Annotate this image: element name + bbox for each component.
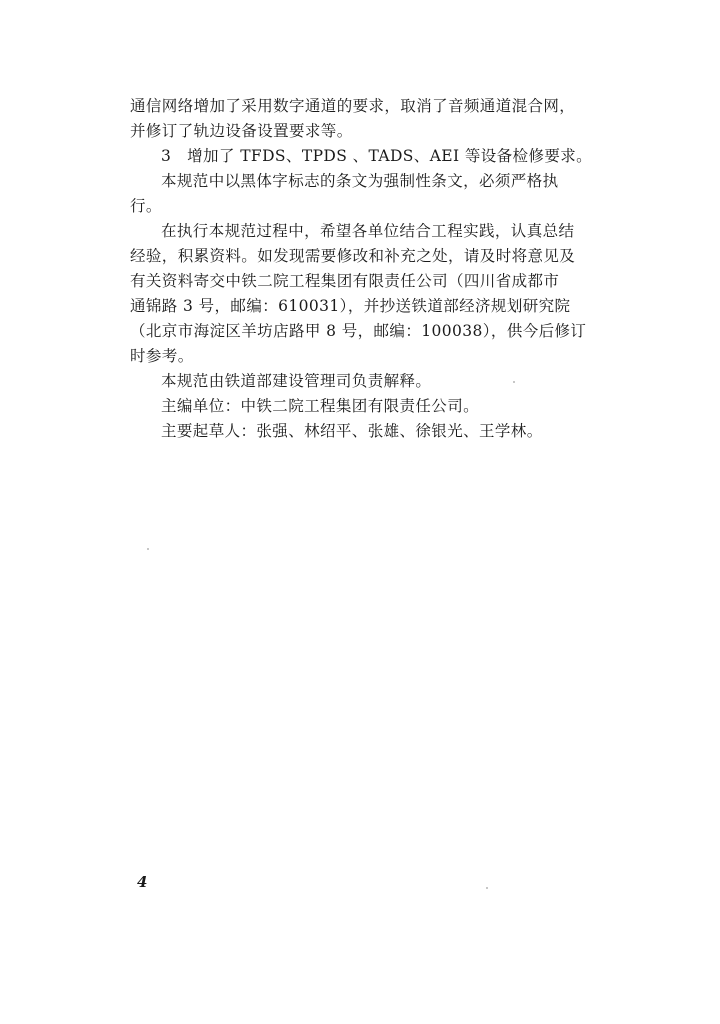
text-line: 在执行本规范过程中，希望各单位结合工程实践，认真总结 xyxy=(161,222,575,240)
text-line: 有关资料寄交中铁二院工程集团有限责任公司（四川省成都市 xyxy=(130,272,560,290)
body-text xyxy=(130,94,645,444)
text-line: 主要起草人：张强、林绍平、张雄、徐银光、王学林。 xyxy=(161,422,543,440)
paragraph xyxy=(130,219,645,369)
text-line: 本规范由铁道部建设管理司负责解释。 xyxy=(161,372,432,390)
paragraph xyxy=(130,419,645,444)
text-line: （北京市海淀区羊坊店路甲 8 号，邮编：100038），供今后修订 xyxy=(130,322,587,340)
scan-speck xyxy=(486,887,488,889)
page-number: 4 xyxy=(137,873,148,891)
paragraph xyxy=(130,94,645,144)
scan-speck xyxy=(147,548,149,550)
text-line: 行。 xyxy=(130,197,162,215)
paragraph xyxy=(130,169,645,219)
text-line: 本规范中以黑体字标志的条文为强制性条文，必须严格执 xyxy=(161,172,559,190)
scan-speck xyxy=(513,381,515,383)
text-line: 并修订了轨边设备设置要求等。 xyxy=(130,122,353,140)
text-line: 通信网络增加了采用数字通道的要求，取消了音频通道混合网， xyxy=(130,97,576,115)
paragraph xyxy=(130,394,645,419)
text-line: 经验，积累资料。如发现需要修改和补充之处，请及时将意见及 xyxy=(130,247,576,265)
text-line: 3 增加了 TFDS、TPDS 、TADS、AEI 等设备检修要求。 xyxy=(161,147,593,165)
paragraph xyxy=(130,144,645,169)
text-line: 时参考。 xyxy=(130,347,194,365)
text-line: 主编单位：中铁二院工程集团有限责任公司。 xyxy=(161,397,480,415)
paragraph xyxy=(130,369,645,394)
text-line: 通锦路 3 号，邮编：610031），并抄送铁道部经济规划研究院 xyxy=(130,297,571,315)
